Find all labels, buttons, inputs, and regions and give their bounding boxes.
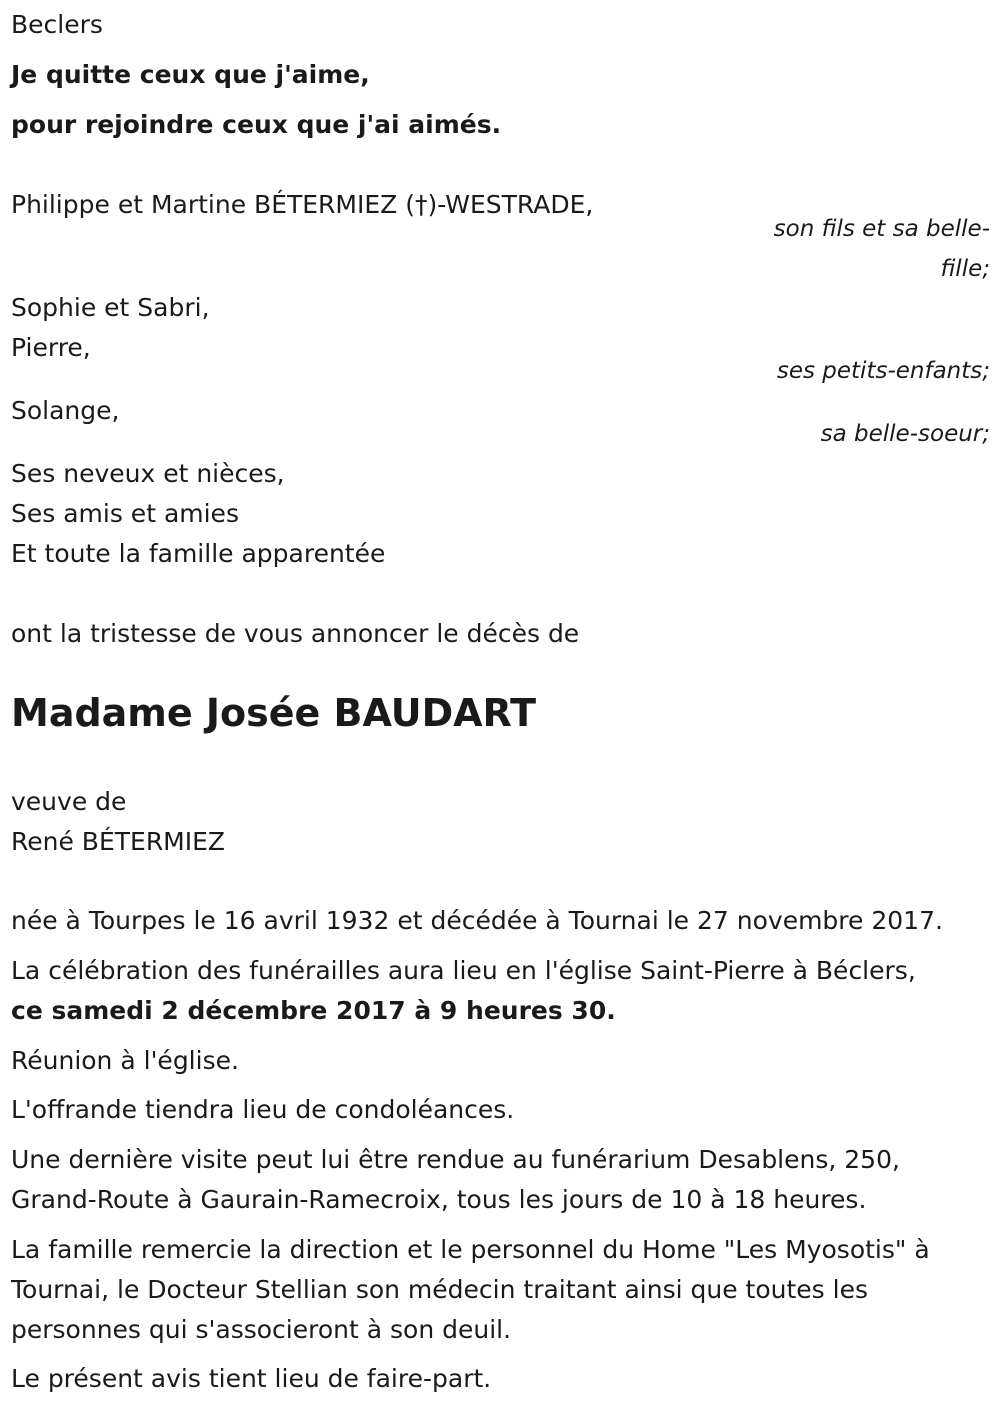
family-son-relation-2: fille; — [940, 256, 990, 282]
visit-info-2: Grand-Route à Gaurain-Ramecroix, tous les jours de 10 à 18 heures. — [11, 1185, 867, 1214]
family-others-1: Ses neveux et nièces, — [11, 459, 285, 488]
thanks-2: Tournai, le Docteur Stellian son médecin traitant ainsi que toutes les — [11, 1275, 868, 1304]
family-others-2: Ses amis et amies — [11, 499, 239, 528]
widow-of-label: veuve de — [11, 787, 127, 816]
family-others-3: Et toute la famille apparentée — [11, 539, 386, 568]
deceased-name: Madame Josée BAUDART — [11, 691, 537, 735]
quote-line-2: pour rejoindre ceux que j'ai aimés. — [11, 110, 502, 139]
announcement-text: ont la tristesse de vous annoncer le décès de — [11, 619, 580, 648]
thanks-1: La famille remercie la direction et le personnel du Home "Les Myosotis" à — [11, 1235, 930, 1264]
birth-death-info: née à Tourpes le 16 avril 1932 et décédée à Tournai le 27 novembre 2017. — [11, 906, 943, 935]
spouse-name: René BÉTERMIEZ — [11, 827, 226, 856]
family-grandchild-1: Sophie et Sabri, — [11, 293, 210, 322]
village-name: Beclers — [11, 10, 103, 39]
offering-info: L'offrande tiendra lieu de condoléances. — [11, 1095, 515, 1124]
meeting-info: Réunion à l'église. — [11, 1046, 239, 1075]
closing-note: Le présent avis tient lieu de faire-part. — [11, 1364, 492, 1393]
family-sister-in-law-relation: sa belle-soeur; — [820, 421, 990, 447]
family-grandchildren-relation: ses petits-enfants; — [776, 358, 990, 384]
thanks-3: personnes qui s'associeront à son deuil. — [11, 1315, 512, 1344]
visit-info-1: Une dernière visite peut lui être rendue au funérarium Desablens, 250, — [11, 1145, 900, 1174]
quote-line-1: Je quitte ceux que j'aime, — [11, 60, 370, 89]
funeral-location: La célébration des funérailles aura lieu en l'église Saint-Pierre à Béclers, — [11, 956, 916, 985]
family-son-relation-1: son fils et sa belle- — [773, 216, 990, 242]
family-son-name: Philippe et Martine BÉTERMIEZ (†)-WESTRADE, — [11, 190, 594, 219]
family-grandchild-2: Pierre, — [11, 333, 91, 362]
family-sister-in-law-name: Solange, — [11, 396, 120, 425]
funeral-date: ce samedi 2 décembre 2017 à 9 heures 30. — [11, 996, 616, 1025]
